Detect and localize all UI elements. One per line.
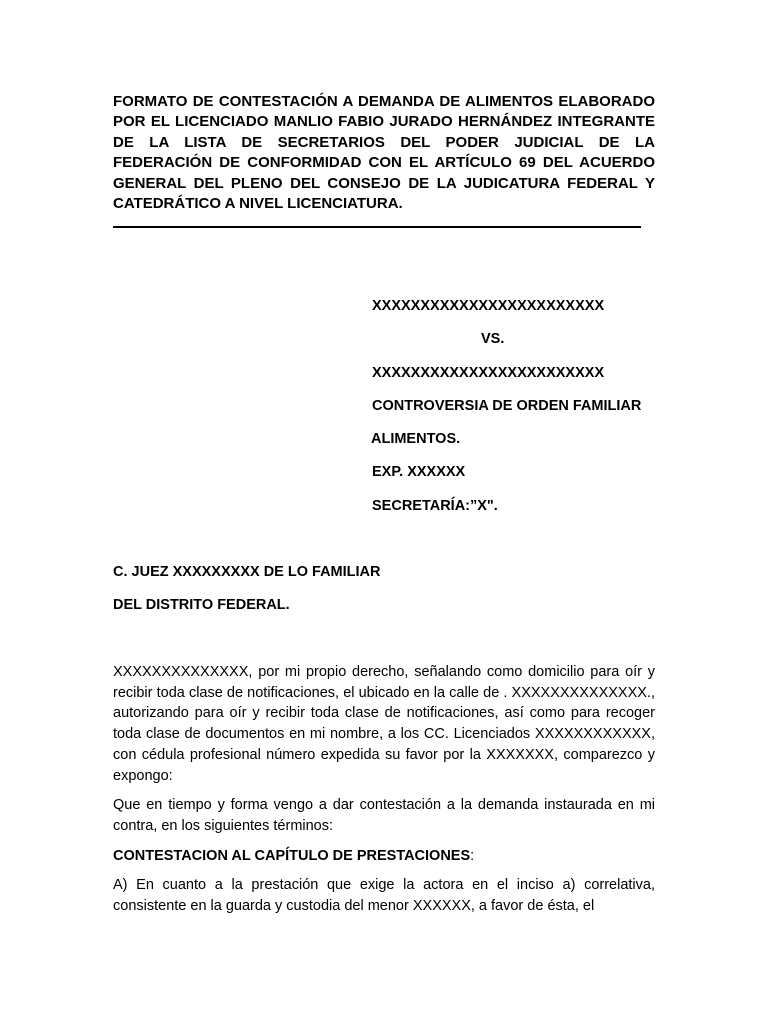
case-file-number: EXP. XXXXXX [372,464,466,481]
section-heading-colon: : [470,847,475,864]
case-party-two: XXXXXXXXXXXXXXXXXXXXXXXX [372,364,605,381]
case-matter: CONTROVERSIA DE ORDEN FAMILIAR [372,397,642,414]
body-paragraph-item-a: A) En cuanto a la prestación que exige la actora en el inciso a) correlativa, consistente en la guarda y custodia del menor XXXXXX, a favor de ésta, el [113,877,655,915]
section-heading-prestaciones: CONTESTACION AL CAPÍTULO DE PRESTACIONES [113,847,471,864]
addressee-line-judge: C. JUEZ XXXXXXXXX DE LO FAMILIAR [113,564,381,580]
document-body [113,662,655,926]
case-secretariat: SECRETARÍA:”X". [372,497,498,514]
document-content [113,92,655,915]
case-caption-block [372,296,672,529]
document-header-paragraph: FORMATO DE CONTESTACIÓN A DEMANDA DE ALIMENTOS ELABORADO POR EL LICENCIADO MANLIO FABIO JURADO HERNÁNDEZ INTEGRANTE DE LA LISTA DE SECRETARIOS DEL PODER JUDICIAL DE LA FEDERACIÓN DE CONFORMIDAD CON EL ARTÍCULO 69 DEL ACUERDO GENERAL DEL PLENO DEL CONSEJO DE LA JUDICATURA FEDERAL Y CATEDRÁTICO A NIVEL LICENCIATURA. [113,93,655,213]
case-party-one: XXXXXXXXXXXXXXXXXXXXXXXX [372,298,605,314]
case-type: ALIMENTOS. [371,431,461,448]
body-paragraph-appearance: XXXXXXXXXXXXXX, por mi propio derecho, señalando como domicilio para oír y recibir toda clase de notificaciones, el ubicado en la calle de . XXXXXXXXXXXXXX., autorizando para oír y recibir toda clase de notificaciones, así como para recoger toda clase de documentos en mi nombre, a los CC. Licenciados XXXXXXXXXXXX, con cédula profesional número expedida su favor por la XXXXXXX, comparezco y expongo: [113,664,655,784]
section-heading-paragraph [113,846,655,867]
addressee-block [113,562,655,629]
header-divider-line [113,226,641,228]
body-paragraph-response: Que en tiempo y forma vengo a dar contestación a la demanda instaurada en mi contra, en los siguientes términos: [113,797,655,834]
case-versus: VS. [481,331,505,348]
addressee-line-district: DEL DISTRITO FEDERAL. [113,597,290,614]
